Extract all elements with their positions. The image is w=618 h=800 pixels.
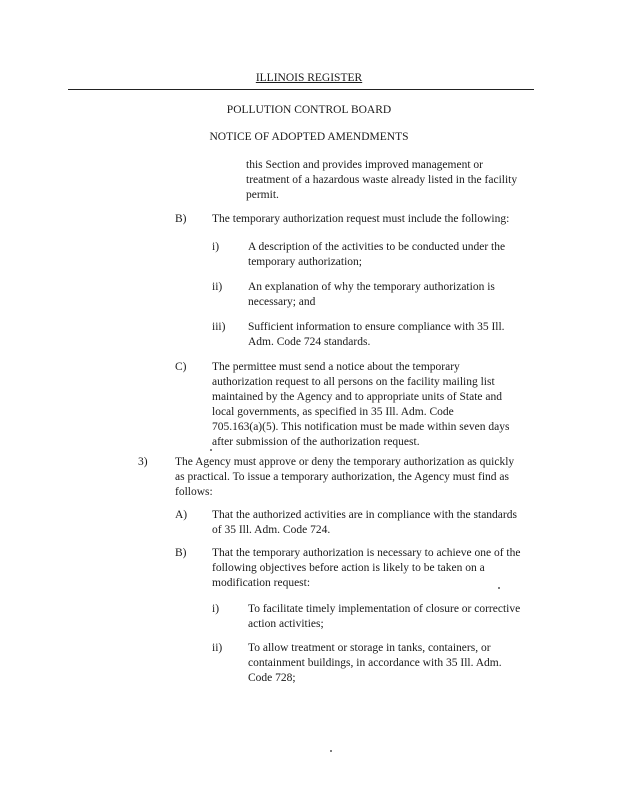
section-3-text: The Agency must approve or deny the temporary authorization as quickly as practical. To issue a temporary authorization, the Agency must find as follows: bbox=[175, 456, 515, 498]
section-a-label: A) bbox=[175, 509, 188, 521]
section-b-label: B) bbox=[175, 213, 187, 225]
notice-title: NOTICE OF ADOPTED AMENDMENTS bbox=[209, 131, 409, 143]
section-b-text: The temporary authorization request must include the following: bbox=[212, 213, 510, 225]
item-b2-i-text: To facilitate timely implementation of closure or corrective action activities; bbox=[248, 603, 521, 630]
item-iii-text: Sufficient information to ensure compliance with 35 Ill. Adm. Code 724 standards. bbox=[248, 321, 505, 348]
scan-speck bbox=[498, 587, 500, 589]
item-i-text: A description of the activities to be conducted under the temporary authorization; bbox=[248, 241, 506, 268]
section-3-label: 3) bbox=[138, 456, 148, 468]
register-title-text: ILLINOIS REGISTER bbox=[255, 72, 363, 84]
scan-speck bbox=[210, 449, 212, 451]
register-title bbox=[0, 72, 618, 84]
header-rule bbox=[68, 89, 534, 90]
section-c-label: C) bbox=[175, 361, 187, 373]
scan-speck bbox=[330, 750, 332, 752]
section-c-text: The permittee must send a notice about the temporary authorization request to all persons on the facility mailing list maintained by the Agency and to appropriate units of State and local governments, as specified in 35 Ill. Adm. Code 705.163(a)(5). This notification must be made within seven days after submission of the authorization request. bbox=[212, 361, 510, 448]
item-b2-i-label: i) bbox=[212, 603, 220, 615]
section-b2-text: That the temporary authorization is necessary to achieve one of the following objectives before action is likely to be taken on a modification request: bbox=[212, 547, 521, 589]
section-a-text: That the authorized activities are in compliance with the standards of 35 Ill. Adm. Code 724. bbox=[212, 509, 517, 536]
item-iii-label: iii) bbox=[212, 321, 226, 333]
item-ii-text: An explanation of why the temporary authorization is necessary; and bbox=[248, 281, 495, 308]
item-b2-ii-text: To allow treatment or storage in tanks, containers, or containment buildings, in accordance with 35 Ill. Adm. Code 728; bbox=[248, 642, 502, 684]
section-b2-label: B) bbox=[175, 547, 187, 559]
item-i-label: i) bbox=[212, 241, 220, 253]
item-b2-ii-label: ii) bbox=[212, 642, 223, 654]
continuation-paragraph: this Section and provides improved management or treatment of a hazardous waste already listed in the facility permit. bbox=[246, 159, 518, 201]
item-ii-label: ii) bbox=[212, 281, 223, 293]
agency-title: POLLUTION CONTROL BOARD bbox=[226, 104, 392, 116]
